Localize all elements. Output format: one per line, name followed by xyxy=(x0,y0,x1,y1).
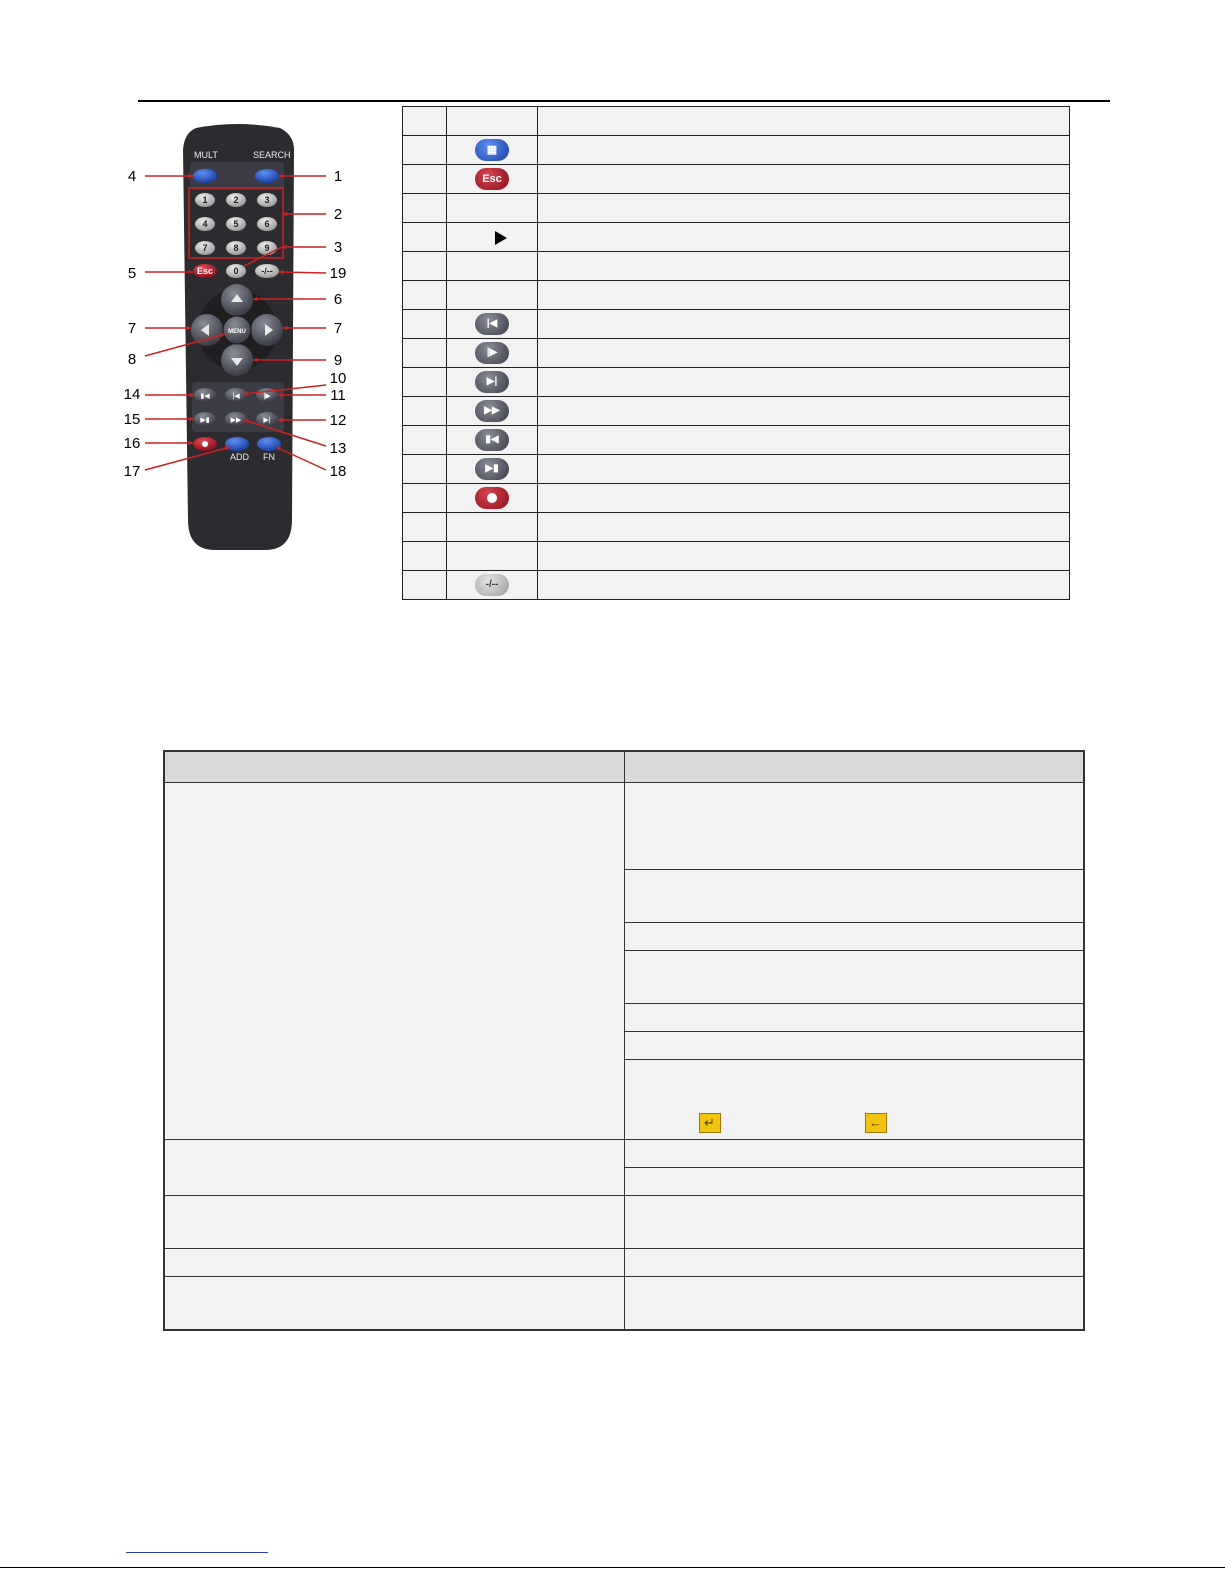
key-number-cell xyxy=(403,310,447,339)
number-key-label: 8 xyxy=(233,243,239,253)
callout-13: 13 xyxy=(329,440,347,457)
key-number-cell xyxy=(403,571,447,600)
key-number-cell xyxy=(403,368,447,397)
key-table-row xyxy=(403,426,1070,455)
ops-cat-1 xyxy=(164,783,624,1140)
callout-19: 19 xyxy=(329,265,347,282)
key-table-row xyxy=(403,542,1070,571)
ops-row xyxy=(624,1168,1084,1196)
key-function-cell xyxy=(538,223,1070,252)
fn-label: FN xyxy=(263,452,275,462)
skip-back-icon: ▮◀ xyxy=(200,393,210,400)
key-table-row xyxy=(403,136,1070,165)
key-function-cell xyxy=(538,281,1070,310)
key-table-row xyxy=(403,368,1070,397)
esc-icon: Esc xyxy=(475,168,509,190)
key-function-cell xyxy=(538,513,1070,542)
ops-header-desc xyxy=(624,751,1084,783)
esc-key-label: Esc xyxy=(196,266,214,276)
key-table-row xyxy=(403,223,1070,252)
key-number-cell xyxy=(403,513,447,542)
key-function-cell xyxy=(538,165,1070,194)
ops-header-cat xyxy=(164,751,624,783)
key-table-row xyxy=(403,571,1070,600)
play-triangle-icon xyxy=(495,231,507,245)
ops-row xyxy=(624,783,1084,870)
key-function-cell xyxy=(538,542,1070,571)
key-function-cell xyxy=(538,194,1070,223)
callout-17: 17 xyxy=(123,463,141,480)
key-function-cell xyxy=(538,310,1070,339)
key-number-cell xyxy=(403,107,447,136)
key-function-cell xyxy=(538,397,1070,426)
add-label: ADD xyxy=(230,452,250,462)
key-table-row xyxy=(403,484,1070,513)
key-number-cell xyxy=(403,281,447,310)
footer-link-underline[interactable] xyxy=(126,1552,268,1553)
play-pause-icon: ▶▮ xyxy=(200,417,210,424)
key-icon-cell xyxy=(447,107,538,136)
number-key-label: 3 xyxy=(264,195,270,205)
key-icon-cell xyxy=(447,513,538,542)
key-number-cell xyxy=(403,339,447,368)
zero-key-label: 0 xyxy=(233,266,239,276)
callout-9: 9 xyxy=(333,352,343,369)
enter-icon: ↵ xyxy=(699,1113,721,1133)
callout-3: 3 xyxy=(333,239,343,256)
key-icon-cell xyxy=(447,223,538,252)
next-frame-icon: ▶| xyxy=(475,371,509,393)
number-key-label: 2 xyxy=(233,195,239,205)
key-icon-cell xyxy=(447,484,538,513)
callout-12: 12 xyxy=(329,412,347,429)
number-key-label: 7 xyxy=(202,243,208,253)
key-table-row xyxy=(403,281,1070,310)
number-key-label: 1 xyxy=(202,195,208,205)
mult-icon: ▦ xyxy=(475,139,509,161)
key-table-row xyxy=(403,513,1070,542)
callout-6: 6 xyxy=(333,291,343,308)
key-number-cell xyxy=(403,426,447,455)
key-icon-cell xyxy=(447,426,538,455)
key-number-cell xyxy=(403,397,447,426)
ops-row xyxy=(624,1196,1084,1249)
dash-key-label: -/-- xyxy=(261,266,273,276)
slow-play-icon: |▶ xyxy=(263,393,271,400)
record-dot-icon xyxy=(487,493,497,503)
record-icon xyxy=(475,487,509,509)
callout-5: 5 xyxy=(127,265,137,282)
ops-row xyxy=(624,951,1084,1004)
ops-cat-2 xyxy=(164,1140,624,1196)
footer-rule xyxy=(0,1567,1225,1568)
operations-table xyxy=(163,750,1085,1331)
callout-11: 11 xyxy=(330,387,346,404)
key-number-cell xyxy=(403,484,447,513)
ops-cat-5 xyxy=(164,1277,624,1331)
prev-track-icon: |◀ xyxy=(475,313,509,335)
key-icon-cell xyxy=(447,368,538,397)
mult-button[interactable] xyxy=(193,169,217,183)
slow-play-icon: |▶ xyxy=(475,342,509,364)
key-table-row xyxy=(403,252,1070,281)
callout-7: 7 xyxy=(127,320,137,337)
key-number-cell xyxy=(403,165,447,194)
play-pause-icon: ▶▮ xyxy=(475,458,509,480)
number-key-label: 5 xyxy=(233,219,239,229)
key-table-row xyxy=(403,339,1070,368)
record-dot-icon xyxy=(202,441,208,447)
add-button[interactable] xyxy=(225,437,249,451)
key-table-row xyxy=(403,107,1070,136)
fast-forward-icon: ▶▶ xyxy=(475,400,509,422)
key-icon-cell xyxy=(447,136,538,165)
key-icon-cell xyxy=(447,165,538,194)
key-number-cell xyxy=(403,455,447,484)
key-icon-cell xyxy=(447,571,538,600)
ops-row xyxy=(624,1140,1084,1168)
ops-row xyxy=(624,1249,1084,1277)
key-number-cell xyxy=(403,542,447,571)
fast-forward-icon: ▶▶ xyxy=(230,417,242,424)
ops-row xyxy=(624,1032,1084,1060)
key-icon-cell xyxy=(447,339,538,368)
skip-back-icon: ▮◀ xyxy=(475,429,509,451)
number-key-label: 6 xyxy=(264,219,270,229)
callout-18: 18 xyxy=(329,463,347,480)
key-number-cell xyxy=(403,252,447,281)
key-number-cell xyxy=(403,223,447,252)
key-table-row xyxy=(403,455,1070,484)
remote-control-illustration xyxy=(0,0,390,570)
key-table-row xyxy=(403,165,1070,194)
callout-2: 2 xyxy=(333,206,343,223)
callout-10: 10 xyxy=(329,370,347,387)
key-function-cell xyxy=(538,339,1070,368)
callout-4: 4 xyxy=(127,168,137,185)
key-icon-cell xyxy=(447,310,538,339)
callout-7: 7 xyxy=(333,320,343,337)
ops-row xyxy=(624,1277,1084,1331)
next-frame-icon: ▶| xyxy=(263,417,271,424)
number-pad xyxy=(195,193,277,255)
callout-1: 1 xyxy=(333,168,343,185)
key-icon-cell xyxy=(447,542,538,571)
key-function-cell xyxy=(538,107,1070,136)
key-table xyxy=(402,106,1070,600)
ops-row xyxy=(624,923,1084,951)
key-icon-cell xyxy=(447,281,538,310)
mult-label: MULT xyxy=(194,150,218,160)
key-icon-cell xyxy=(447,252,538,281)
callout-16: 16 xyxy=(123,435,141,452)
key-icon-cell xyxy=(447,455,538,484)
key-function-cell xyxy=(538,455,1070,484)
dash-icon: -/-- xyxy=(475,574,509,596)
callout-line-19 xyxy=(279,272,326,273)
ops-row xyxy=(624,1004,1084,1032)
key-function-cell xyxy=(538,426,1070,455)
key-table-row xyxy=(403,194,1070,223)
number-key-label: 4 xyxy=(202,219,208,229)
menu-key-label: MENU xyxy=(228,329,246,335)
key-icon-cell xyxy=(447,397,538,426)
key-icon-cell xyxy=(447,194,538,223)
key-table-row xyxy=(403,310,1070,339)
prev-track-icon: |◀ xyxy=(232,393,240,400)
key-function-cell xyxy=(538,136,1070,165)
key-number-cell xyxy=(403,136,447,165)
ops-cat-3 xyxy=(164,1196,624,1249)
number-key-label: 9 xyxy=(264,243,270,253)
ops-row xyxy=(624,870,1084,923)
ops-cat-4 xyxy=(164,1249,624,1277)
search-button[interactable] xyxy=(255,169,279,183)
backspace-icon: ← xyxy=(865,1113,887,1133)
fn-button[interactable] xyxy=(257,437,281,451)
key-function-cell xyxy=(538,484,1070,513)
callout-15: 15 xyxy=(123,411,141,428)
key-number-cell xyxy=(403,194,447,223)
ops-row-icons xyxy=(624,1060,1084,1140)
search-label: SEARCH xyxy=(253,150,291,160)
key-function-cell xyxy=(538,368,1070,397)
key-function-cell xyxy=(538,571,1070,600)
key-function-cell xyxy=(538,252,1070,281)
callout-14: 14 xyxy=(123,386,141,403)
callout-8: 8 xyxy=(127,351,137,368)
key-table-row xyxy=(403,397,1070,426)
